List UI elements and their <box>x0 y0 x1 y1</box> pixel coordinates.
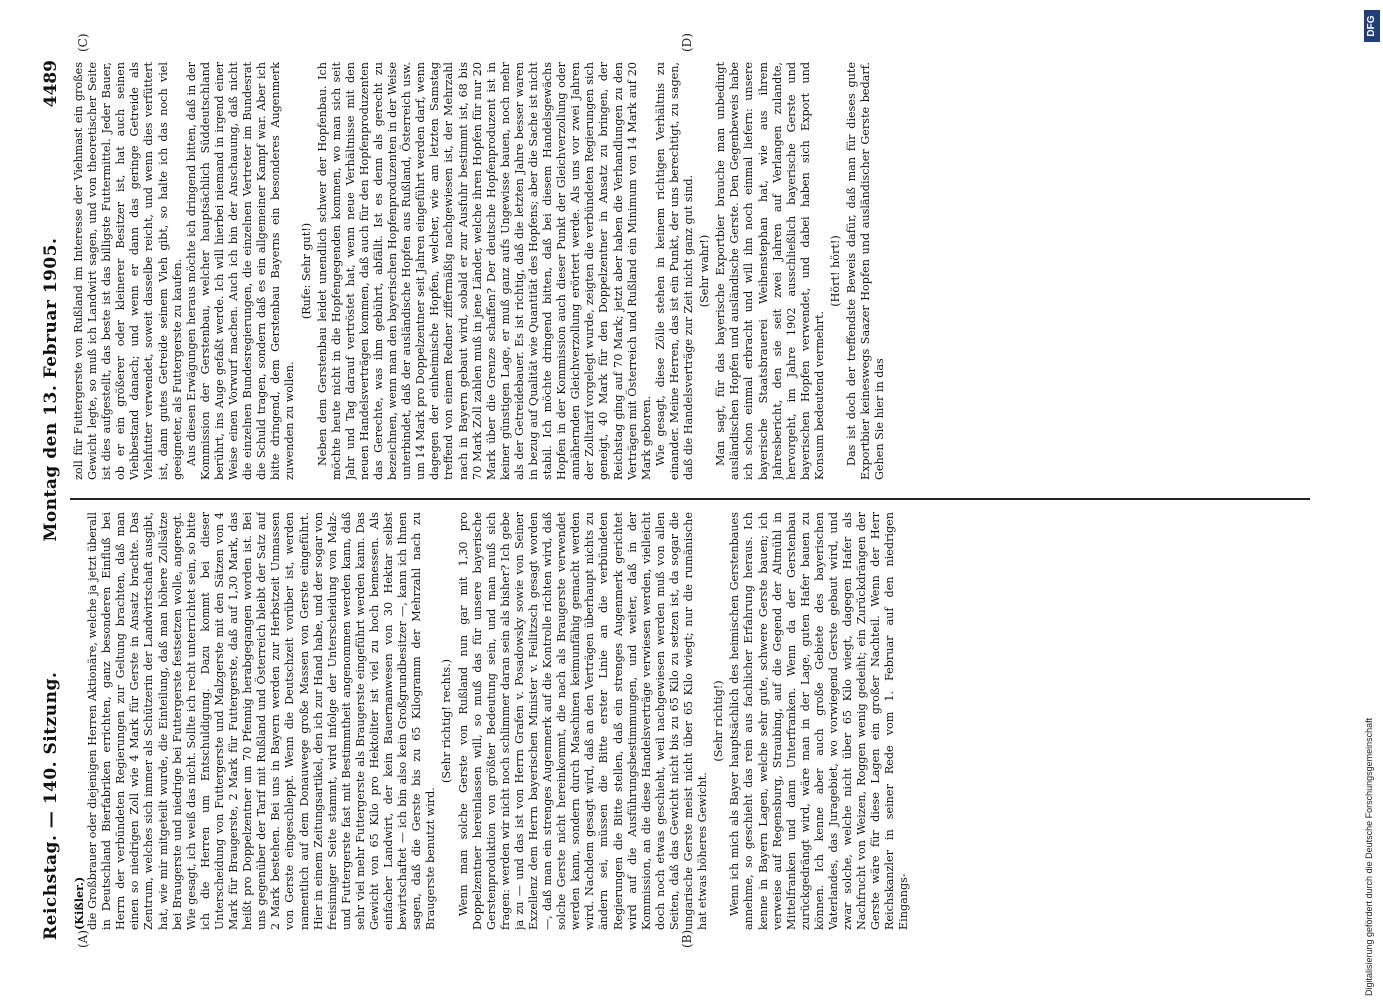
interjection: (Sehr richtig!) <box>712 680 726 762</box>
paragraph: Wie gesagt, diese Zölle stehen in keinem richtigen Verhältnis zu einander. Meine Herren, das ist ein Punkt, der uns berechtigt, zu sagen, daß die Handelsverträge zur Zeit nicht ganz gut sind. <box>653 62 696 480</box>
paragraph: Man sagt, für das bayerische Exportbier brauche man unbedingt ausländischen Hopfen und ausländische Gerste. Den Gegenbeweis habe ich schon einmal erbracht und will ihn noch einmal liefern: unsere bayerische Staatsbrauerei Weihenstephan hat, wie aus ihrem Jahresbericht, den sie seit zwei Jahren auf Verlangen zulandte, hervorgeht, im Jahre 1902 ausschließlich bayerische Gerste und bayerischen Hopfen verwendet, und dabei haben sich Export und Konsum bedeutend vermehrt. <box>714 62 826 480</box>
interjection: (Rufe: Sehr gut!) <box>299 222 313 320</box>
text-column-right <box>72 62 1312 480</box>
page-number: 4489 <box>41 60 61 108</box>
paragraph: Aus diesen Erwägungen heraus möchte ich dringend bitten, daß in der Kommission der Gerstenbau, welcher hauptsächlich Süddeutschland berührt, ins Auge gefaßt werde. Ich will hierbei niemand in irgend einer Weise einen Vorwurf machen. Auch ich bin der Anschauung, daß nicht die einzelnen Bundesregierungen, die einzelnen Vertreter im Bundesrat die Schuld tragen, sondern daß es ein allgemeiner Kampf war. Aber ich bitte dringend, dem Gerstenbau Bayerns ein besonderes Augenmerk zuwenden zu wollen. <box>184 62 297 480</box>
digitization-note: Digitalisierung gefördert durch die Deutsche Forschungsgemeinschaft <box>1364 717 1374 996</box>
digitization-credit <box>1346 6 1380 996</box>
speaker-label: (Kißler.) <box>72 876 86 930</box>
column-divider <box>70 498 1310 500</box>
dfg-logo: DFG <box>1364 10 1380 42</box>
text-column-left <box>72 512 1312 930</box>
margin-marker-c: (C) <box>76 33 90 52</box>
paragraph: Wenn ich mich als Bayer hauptsächlich des heimischen Gerstenbaues annehme, so geschieht das rein aus fachlicher Erfahrung heraus. Ich kenne in Bayern Lagen, welche sehr gute, schwere Gerste bauen; ich verweise auf Regensburg, Straubing, auf die Gegend der Altmühl in Mittelfranken und dann Unterfranken. Wenn da der Gerstenbau zurückgedrängt wird, wäre man in der Lage, guten Hafer bauen zu können. Ich kenne aber auch große Gebiete des bayerischen Vaterlandes, das Juragebiet, wo vorwiegend Gerste gebaut wird, und zwar solche, welche nicht über 65 Kilo wiegt, dagegen Hafer als Nachfrucht von Weizen, Roggen wenig gedeiht; ein Zurückdrängen der Gerste wäre für diese Lagen ein großer Nachteil. Wenn der Herr Reichskanzler in seiner Rede vom 1. Februar auf den niedrigen Eingangs- <box>728 512 911 930</box>
margin-marker-d: (D) <box>680 33 694 52</box>
paragraph: zoll für Futtergerste von Rußland im Interesse der Viehmast ein großes Gewicht legte, so muß ich Landwirt sagen, und von theoretischer Seite ist dies aufgestellt, das beste ist das billigste Futtermittel. Jeder Bauer, ob er ein größerer oder kleinerer Besitzer ist, hat auch seinen Viehbestand danach; und wenn er dann das geringe Getreide als Viehfutter verwendet, soweit dasselbe reicht, und wenn dies verfüttert ist, dann gutes Getreide seinem Vieh gibt, so halte ich das noch viel geeigneter, als Futtergerste zu kaufen. <box>72 62 184 480</box>
header-date: Montag den 13. Februar 1905. <box>41 237 61 542</box>
margin-marker-a: (A) <box>76 929 90 948</box>
header-session: Reichstag. — 140. Sitzung. <box>41 671 61 940</box>
paragraph: die Großbrauer oder diejenigen Herren Aktionäre, welche ja jetzt überall in Deutschland Bierfabriken errichten, ganz besonderen Einfluß bei Herrn der verbündeten Regierungen zur Geltung brachten, daß man einen so niedrigen Zoll wie 4 Mark für Gerste in Ansatz brachte. Das Zentrum, welches sich immer als Schützerin der Landwirtschaft ausgibt, hat, wie mir mitgeteilt wurde, die Einteilung, daß man höhere Zollsätze bei Braugerste und niedrige bei Futtergerste festsetzen wolle, angeregt. Wie gesagt, ich weiß das nicht. Sollte ich recht unterrichtet sein, so bitte ich die Herren um Entschuldigung. Dazu kommt bei dieser Unterscheidung von Futtergerste und Malzgerste mit den Sätzen von 4 Mark für Braugerste, 2 Mark für Futtergerste, daß auf 1,30 Mark, das heißt pro Doppelzentner um 70 Pfennig herabgegangen worden ist. Bei uns gegenüber der Tarif mit Rußland und Österreich bleibt der Satz auf 2 Mark bestehen. Bei uns in Bayern werden zur Herbstzeit Unmassen von Gerste eingeschleppt. Wenn die Deutschzeit vorüber ist, werden namentlich auf dem Donauwege große Massen von Gerste eingeführt. Hier in einem Zeitungsartikel, den ich zur Hand habe, und der sogar von freisinniger Seite stammt, wird infolge der Unterscheidung von Malz- und Futtergerste fast mit Bestimmtheit angenommen werden kann, daß sehr viel mehr Futtergerste als Braugerste eingeführt werden kann. Das Gewicht von 65 Kilo pro Hektoliter ist viel zu hoch bemessen. Als einfacher Landwirt, der kein Bauernanwesen von 30 Hektar selbst bewirtschaftet — ich bin also kein Großgrundbesitzer —, kann ich Ihnen sagen, daß die Gerste bis zu 65 Kilogramm der Mehrzahl nach zu Braugerste benutzt wird. <box>86 512 438 930</box>
paragraph: Wenn man solche Gerste von Rußland nun gar mit 1,30 pro Doppelzentner hereinlassen will, so muß das für unsere bayerische Gerstenproduktion von größter Bedeutung sein, und man muß sich fragen: werden wir nicht noch schlimmer daran sein als bisher? Ich gebe ja zu — und das ist von Herrn Grafen v. Posadowsky sowie von Seiner Exzellenz dem Herrn bayerischen Minister v. Feilitzsch gesagt worden —, daß man ein strenges Augenmerk auf die Kontrolle richten wird, daß solche Gerste nicht hereinkommt, die nach als Braugerste verwendet werden kann, sondern durch Maschinen keimunfähig gemacht werden wird. Nachdem gesagt wird, daß an den Verträgen überhaupt nichts zu ändern sei, müssen die Bitte erster Linie an die verbündeten Regierungen die Bitte stellen, daß ein strenges Augenmerk gerichtet wird auf die Ausführungsbestimmungen, und weiter, daß in der Kommission, an die diese Handelsverträge verwiesen werden, vielleicht doch noch etwas geschieht, weil nachgewiesen werden muß von allen Seiten, daß das Gewicht nicht bis zu 65 Kilo zu setzen ist, da sogar die ungarische Gerste meist nicht über 65 Kilo wiegt; nur die rumänische hat etwas höheres Gewicht. <box>456 512 710 930</box>
interjection: (Sehr wahr!) <box>698 234 712 308</box>
paragraph: Neben dem Gerstenbau leidet unendlich schwer der Hopfenbau. Ich möchte heute nicht in die Hopfengegenden kommen, wo man sich seit Jahr und Tag darauf vertröstet hat, wenn neue Verhältnisse mit den neuen Handelsverträgen kommen, daß auch für den Hopfenproduzenten das Gerechte, was ihm gebührt, abfällt. Ist es denn als gerecht zu bezeichnen, wenn man den bayerischen Hopfenproduzenten in der Weise unterbindet, daß der ausländische Hopfen aus Rußland, Österreich usw. um 14 Mark pro Doppelzentner seit Jahren eingeführt werden darf, wenn dagegen der einheimische Hopfen, welcher, wie am letzten Samstag treffend von einem Redner ziffermäßig nachgewiesen ist, der Mehrzahl nach in Bayern gebaut wird, sobald er zur Ausfuhr bestimmt ist, 68 bis 70 Mark Zoll zahlen muß in jene Länder, welche ihren Hopfen für nur 20 Mark über die Grenze schaffen? Der deutsche Hopfenproduzent ist in keiner günstigen Lage, er muß ganz aufs Ungewisse bauen, noch mehr als der Getreidebauer. Es ist richtig, daß die letzten Jahre besser waren in bezug auf Qualität wie Quantität des Hopfens; aber die Sache ist nicht stabil. Ich möchte dringend bitten, daß bei diesem Handelsgewächs Hopfen in der Kommission auch dieser Punkt der Gleichverzollung oder annähernden Gleichverzollung erörtert werde. Als uns vor zwei Jahren der Zolltarif vorgelegt wurde, zeigten die verbündeten Regierungen sich geneigt, 40 Mark für den Doppelzentner in Ansatz zu bringen, der Reichstag ging auf 70 Mark; jetzt aber haben die Verhandlungen zu den Verträgen mit Österreich und Rußland ein Minimum von 14 Mark auf 20 Mark geboren. <box>315 62 653 480</box>
page-header <box>38 60 64 940</box>
interjection: (Hört! hört!) <box>828 235 842 307</box>
interjection: (Sehr richtig! rechts.) <box>440 658 454 784</box>
paragraph: Das ist doch der treffendste Beweis dafür, daß man für dieses gute Exportbier keineswegs Saazer Hopfen und ausländischer Gerste bedarf. Gehen Sie hier in das <box>845 62 887 480</box>
margin-marker-b: (B) <box>680 929 694 948</box>
